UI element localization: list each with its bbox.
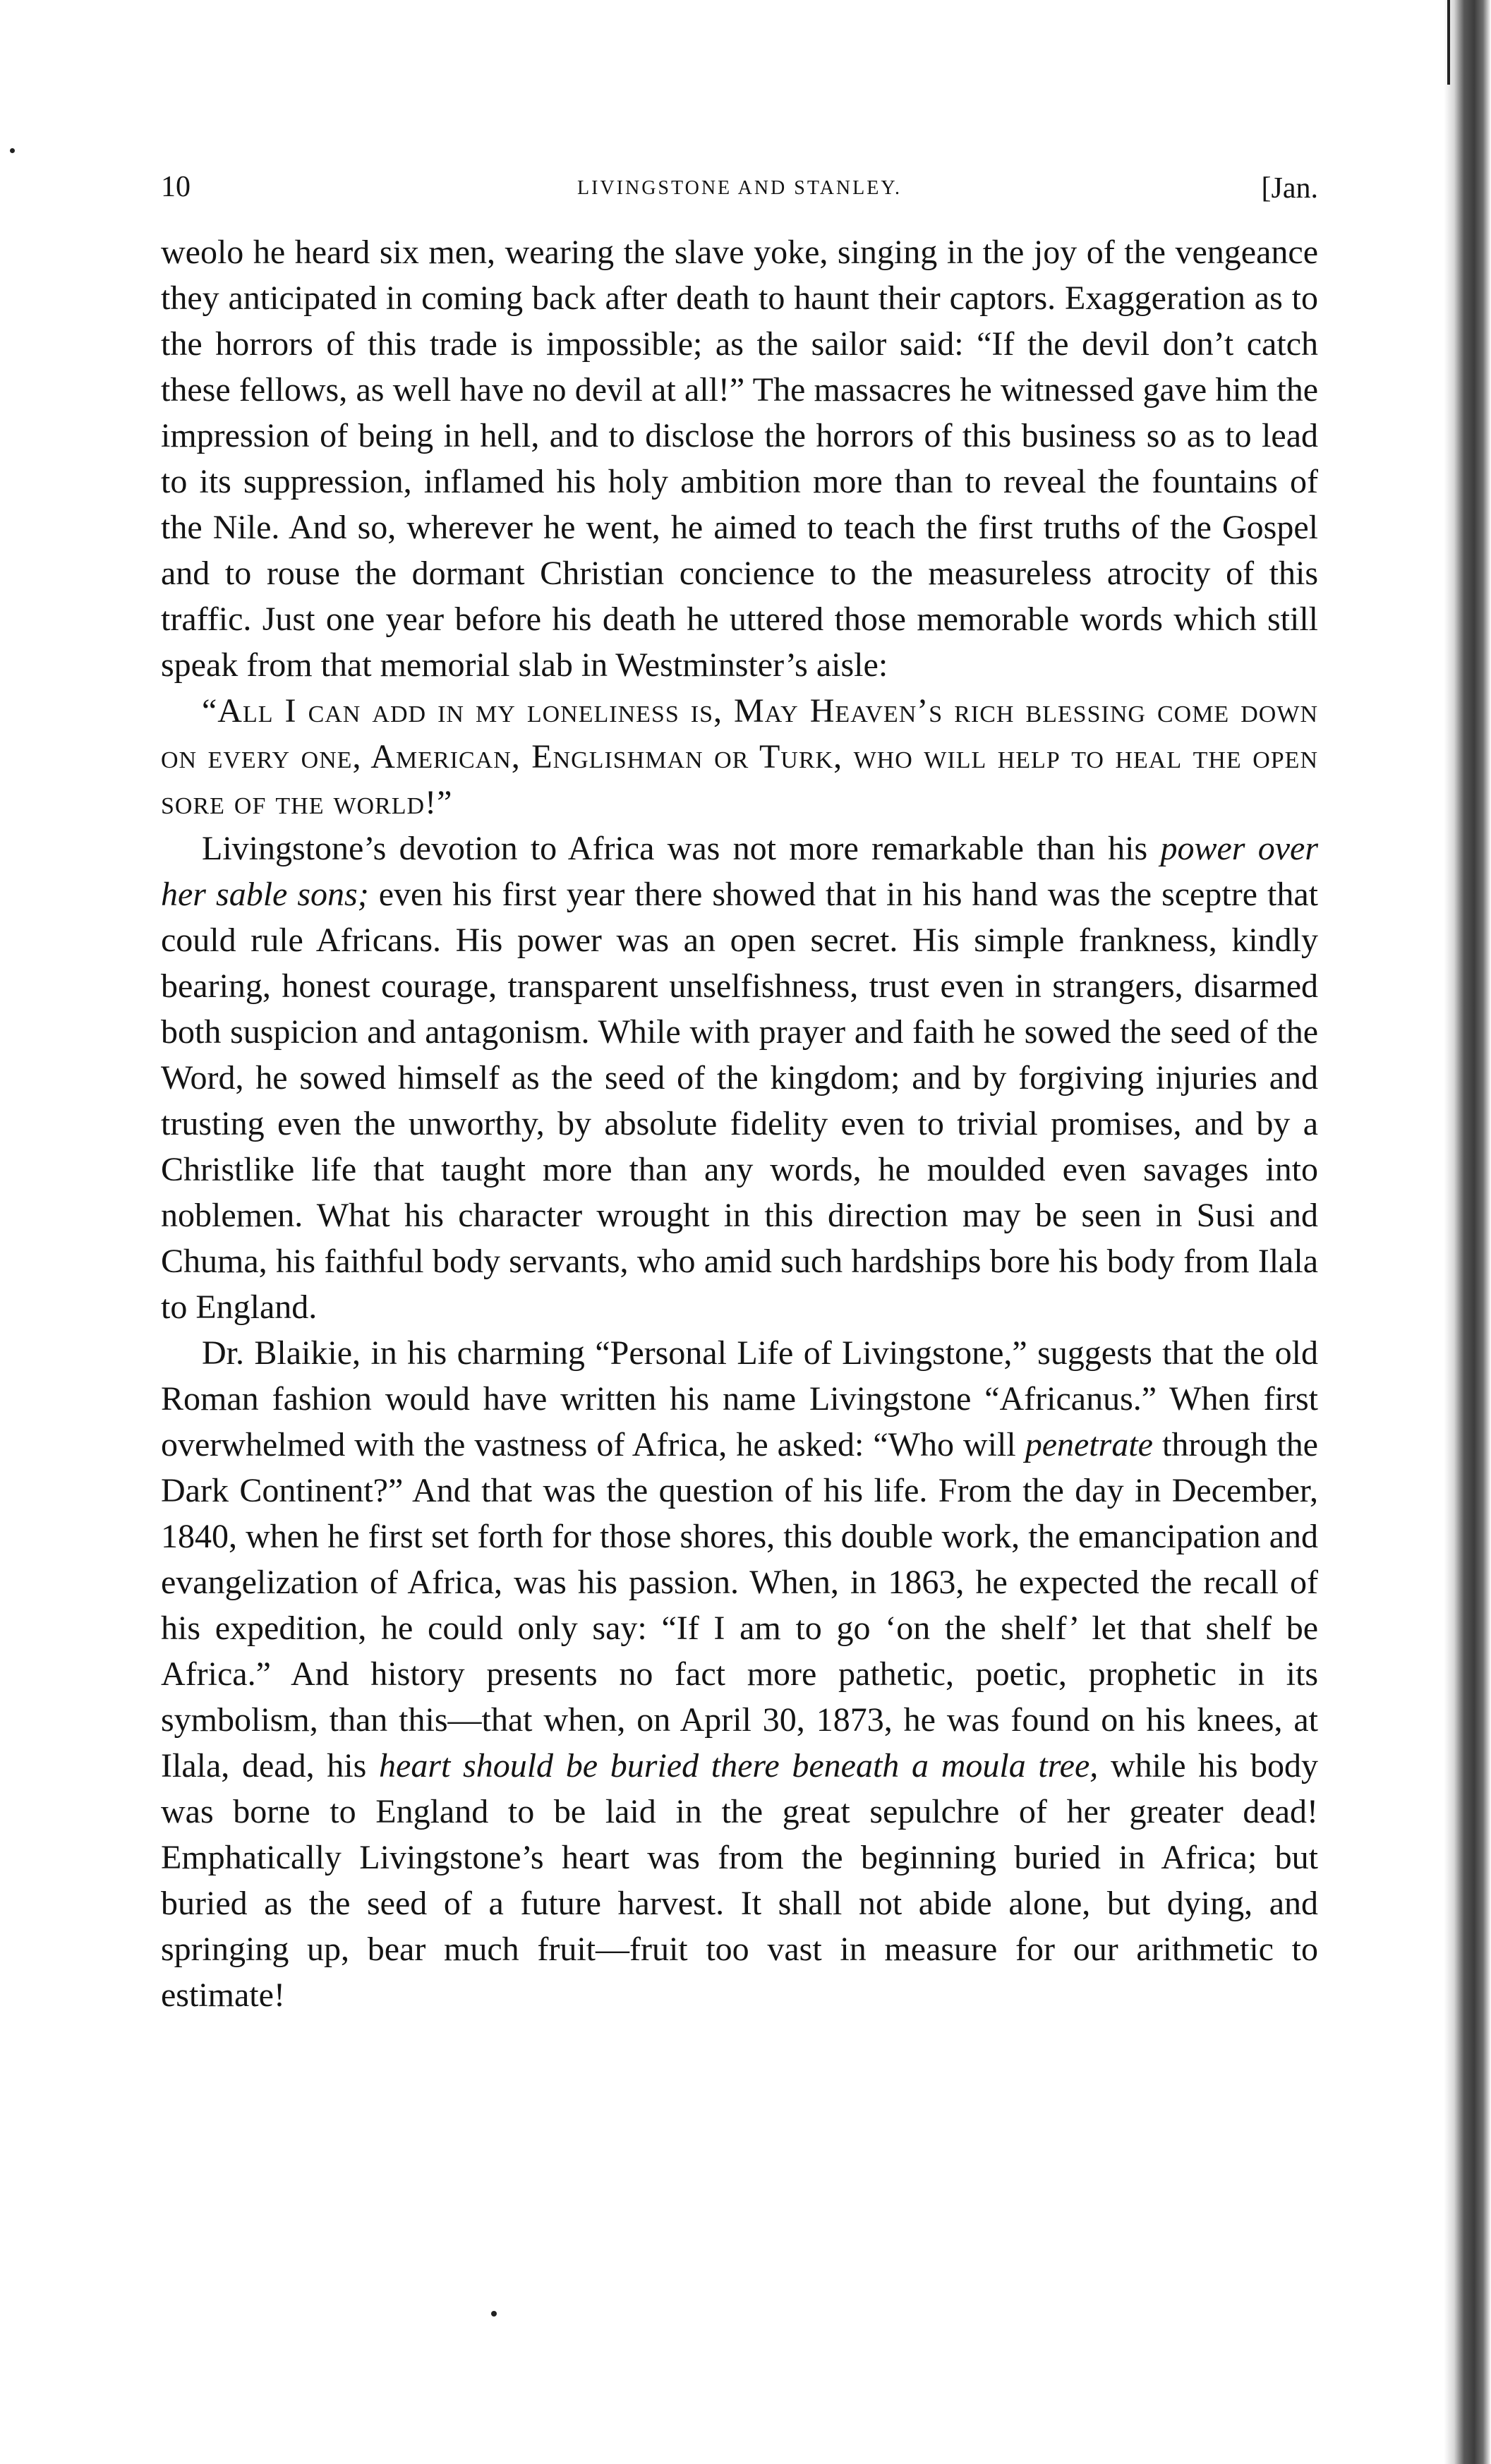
paragraph-1: weolo he heard six men, wearing the slave yoke, singing in the joy of the vengeance they anticipated in coming back after death to haunt their captors. Exaggeration as to the horrors of this trade is impossible; as the sailor said: “If the devil don’t catch these fellows, as well have no devil at all!” The massacres he witnessed gave him the impression of being in hell, and to disclose the horrors of this business so as to lead to its suppression, inflamed his holy ambition more than to reveal the fountains of the Nile. And so, wherever he went, he aimed to teach the first truths of the Gospel and to rouse the dormant Christian concience to the measureless atrocity of this traffic. Just one year before his death he uttered those memorable words which still speak from that memorial slab in Westminster’s aisle: bbox=[161, 234, 1318, 684]
paragraph-3-middle: through the Dark Continent?” And that was the question of his life. From the day in December, 1840, when he first set forth for those shores, this double work, the emancipation and evangelization of Africa, was his passion. When, in 1863, he expected the recall of his expedition, he could only say: “If I am to go ‘on the shelf’ let that shelf be Africa.” And history presents no fact more pathetic, poetic, prophetic in its symbolism, than this—that when, on April 30, 1873, he was found on his knees, at Ilala, dead, his bbox=[161, 1426, 1318, 1784]
livingstone-quote: “All I can add in my loneliness is, May Heaven’s rich blessing come down on every one, American, Englishman or Turk, who will help to heal the open sore of the world!” bbox=[161, 692, 1318, 821]
paragraph-3-end: while his body was borne to England to be laid in the great sepulchre of her greater dead! Emphatically Livingstone’s heart was from the beginning buried in Africa; but buried as the seed of a future harvest. It shall not abide alone, but dying, and springing up, bear much fruit—fruit too vast in measure for our arithmetic to estimate! bbox=[161, 1747, 1319, 2014]
paragraph-3-italic-penetrate: penetrate bbox=[1025, 1426, 1153, 1463]
page-edge-rule bbox=[1447, 0, 1450, 85]
paragraph-2-start: Livingstone’s devotion to Africa was not more remarkable than his bbox=[202, 830, 1161, 867]
page-number: 10 bbox=[161, 171, 191, 203]
section-mark: [Jan. bbox=[1261, 172, 1318, 205]
page-edge-shadow bbox=[1424, 0, 1491, 2464]
paragraph-3-start: Dr. Blaikie, in his charming “Personal Life of Livingstone,” suggests that the old Roman fashion would have written his name Livingstone “Africanus.” When first overwhelmed with the vastness of Africa, he asked: “Who will bbox=[161, 1334, 1318, 1463]
bottom-speck bbox=[491, 2311, 497, 2317]
paragraph-2-italic: power over her sable sons; bbox=[161, 830, 1318, 913]
running-title: LIVINGSTONE AND STANLEY. bbox=[577, 177, 902, 199]
paragraph-3 bbox=[161, 1330, 1318, 2018]
paragraph-3-italic-heart: heart should be buried there beneath a moula tree, bbox=[379, 1747, 1099, 1784]
running-header bbox=[161, 166, 1318, 208]
paragraph-2 bbox=[161, 826, 1318, 1330]
margin-speck bbox=[10, 148, 15, 153]
article-body bbox=[161, 229, 1318, 2018]
paragraph-2-rest: even his first year there showed that in his hand was the sceptre that could rule Africans. His power was an open secret. His simple frankness, kindly bearing, honest courage, transparent unselfishness, trust even in strangers, disarmed both suspicion and antagonism. While with prayer and faith he sowed the seed of the Word, he sowed himself as the seed of the kingdom; and by forgiving injuries and trusting even the unworthy, by absolute fidelity even to trivial promises, and by a Christlike life that taught more than any words, he moulded even savages into noblemen. What his character wrought in this direction may be seen in Susi and Chuma, his faithful body servants, who amid such hardships bore his body from Ilala to England. bbox=[161, 876, 1318, 1326]
